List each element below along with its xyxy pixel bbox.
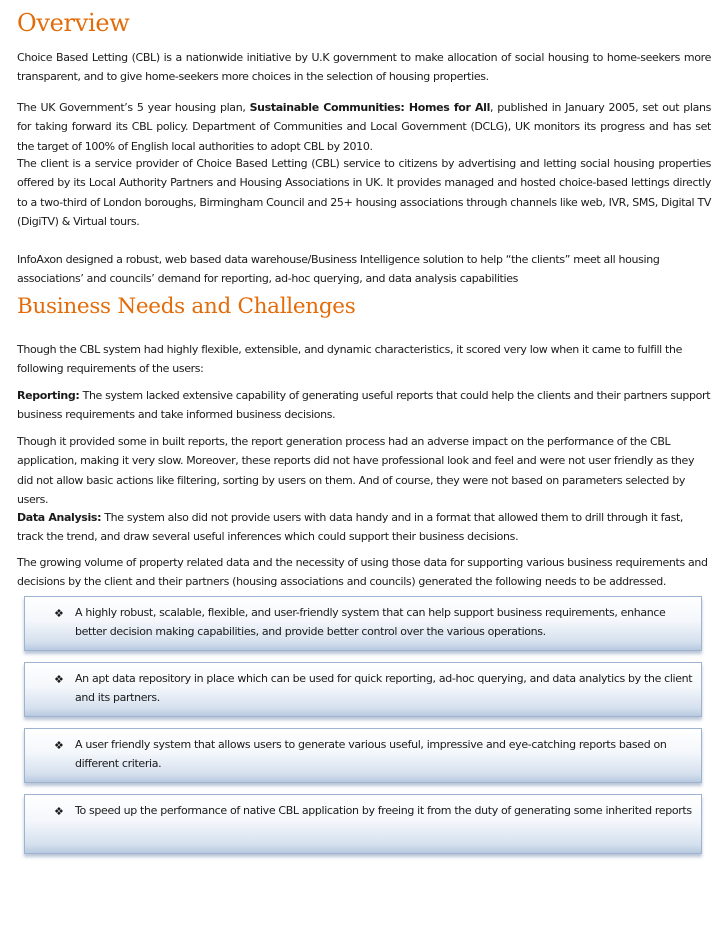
- housing-plan-text-before: The UK Government’s 5 year housing plan,: [17, 101, 250, 114]
- data-analysis-text: The system also did not provide users with data handy and in a format that allowed them to drill through it fast, track the trend, and draw several useful inferences which could support their business decisions.: [17, 511, 684, 544]
- list-item-text: A user friendly system that allows users to generate various useful, impressive and eye-catching reports based on different criteria.: [75, 738, 667, 770]
- needs-callout-box: [24, 794, 702, 854]
- needs-callout-box: [24, 728, 702, 783]
- needs-paragraph-data-analysis: [17, 508, 711, 547]
- needs-paragraph-reporting: [17, 386, 711, 425]
- overview-paragraph-client: The client is a service provider of Choice Based Letting (CBL) service to citizens by advertising and letting social housing properties offered by its Local Authority Partners and Housing Associations in UK. It provides managed and hosted choice-based lettings directly to a two-third of London boroughs, Birmingham Council and 25+ housing associations through channels like web, IVR, SMS, Digital TV (DigiTV) & Virtual tours.: [17, 157, 711, 229]
- diamond-bullet-icon: ❖: [54, 673, 64, 686]
- diamond-bullet-icon: ❖: [54, 739, 64, 752]
- overview-paragraph-infoaxon: InfoAxon designed a robust, web based data warehouse/Business Intelligence solution to help “the clients” meet all housing associations’ and councils’ demand for reporting, ad-hoc querying, and data analysis capabilities: [17, 253, 660, 286]
- list-item-text: An apt data repository in place which can be used for quick reporting, ad-hoc querying, and data analytics by the client and its partners.: [75, 672, 693, 704]
- list-item-text: To speed up the performance of native CBL application by freeing it from the duty of generating some inherited reports: [75, 804, 692, 817]
- needs-paragraph-growing-volume: The growing volume of property related data and the necessity of using those data for supporting various business requirements and decisions by the client and their partners (housing associations and councils) generated the following needs to be addressed.: [17, 556, 708, 589]
- diamond-bullet-icon: ❖: [54, 805, 64, 818]
- diamond-bullet-icon: ❖: [54, 607, 64, 620]
- needs-paragraph-intro: Though the CBL system had highly flexible, extensible, and dynamic characteristics, it scored very low when it came to fulfill the following requirements of the users:: [17, 343, 683, 376]
- reporting-label: Reporting:: [17, 389, 80, 402]
- needs-callout-box: [24, 596, 702, 651]
- housing-plan-title: Sustainable Communities: Homes for All: [249, 101, 490, 114]
- overview-paragraph-cbl: Choice Based Letting (CBL) is a nationwide initiative by U.K government to make allocation of social housing to home-seekers more transparent, and to give home-seekers more choices in the selection of housing properties.: [17, 51, 711, 84]
- business-needs-heading: Business Needs and Challenges: [17, 294, 356, 319]
- needs-paragraph-built-in-reports: Though it provided some in built reports, the report generation process had an adverse impact on the performance of the CBL application, making it very slow. Moreover, these reports did not have professional look and feel and were not user friendly as they did not allow basic actions like filtering, sorting by users on them. And of course, they were not based on parameters selected by users.: [17, 435, 695, 507]
- data-analysis-label: Data Analysis:: [17, 511, 102, 524]
- overview-paragraph-housing-plan: [17, 98, 711, 156]
- needs-callout-box: [24, 662, 702, 717]
- reporting-text: The system lacked extensive capability of generating useful reports that could help the clients and their partners support business requirements and take informed business decisions.: [17, 389, 711, 422]
- list-item-text: A highly robust, scalable, flexible, and user-friendly system that can help support business requirements, enhance better decision making capabilities, and provide better control over the various operations.: [75, 606, 666, 638]
- overview-heading: Overview: [17, 9, 130, 37]
- housing-plan-text-after: , published in January 2005, set out plans for taking forward its CBL policy. Department of Communities and Local Government (DCLG), UK monitors its progress and has set the target of 100% of English local authorities to adopt CBL by 2010.: [17, 101, 711, 153]
